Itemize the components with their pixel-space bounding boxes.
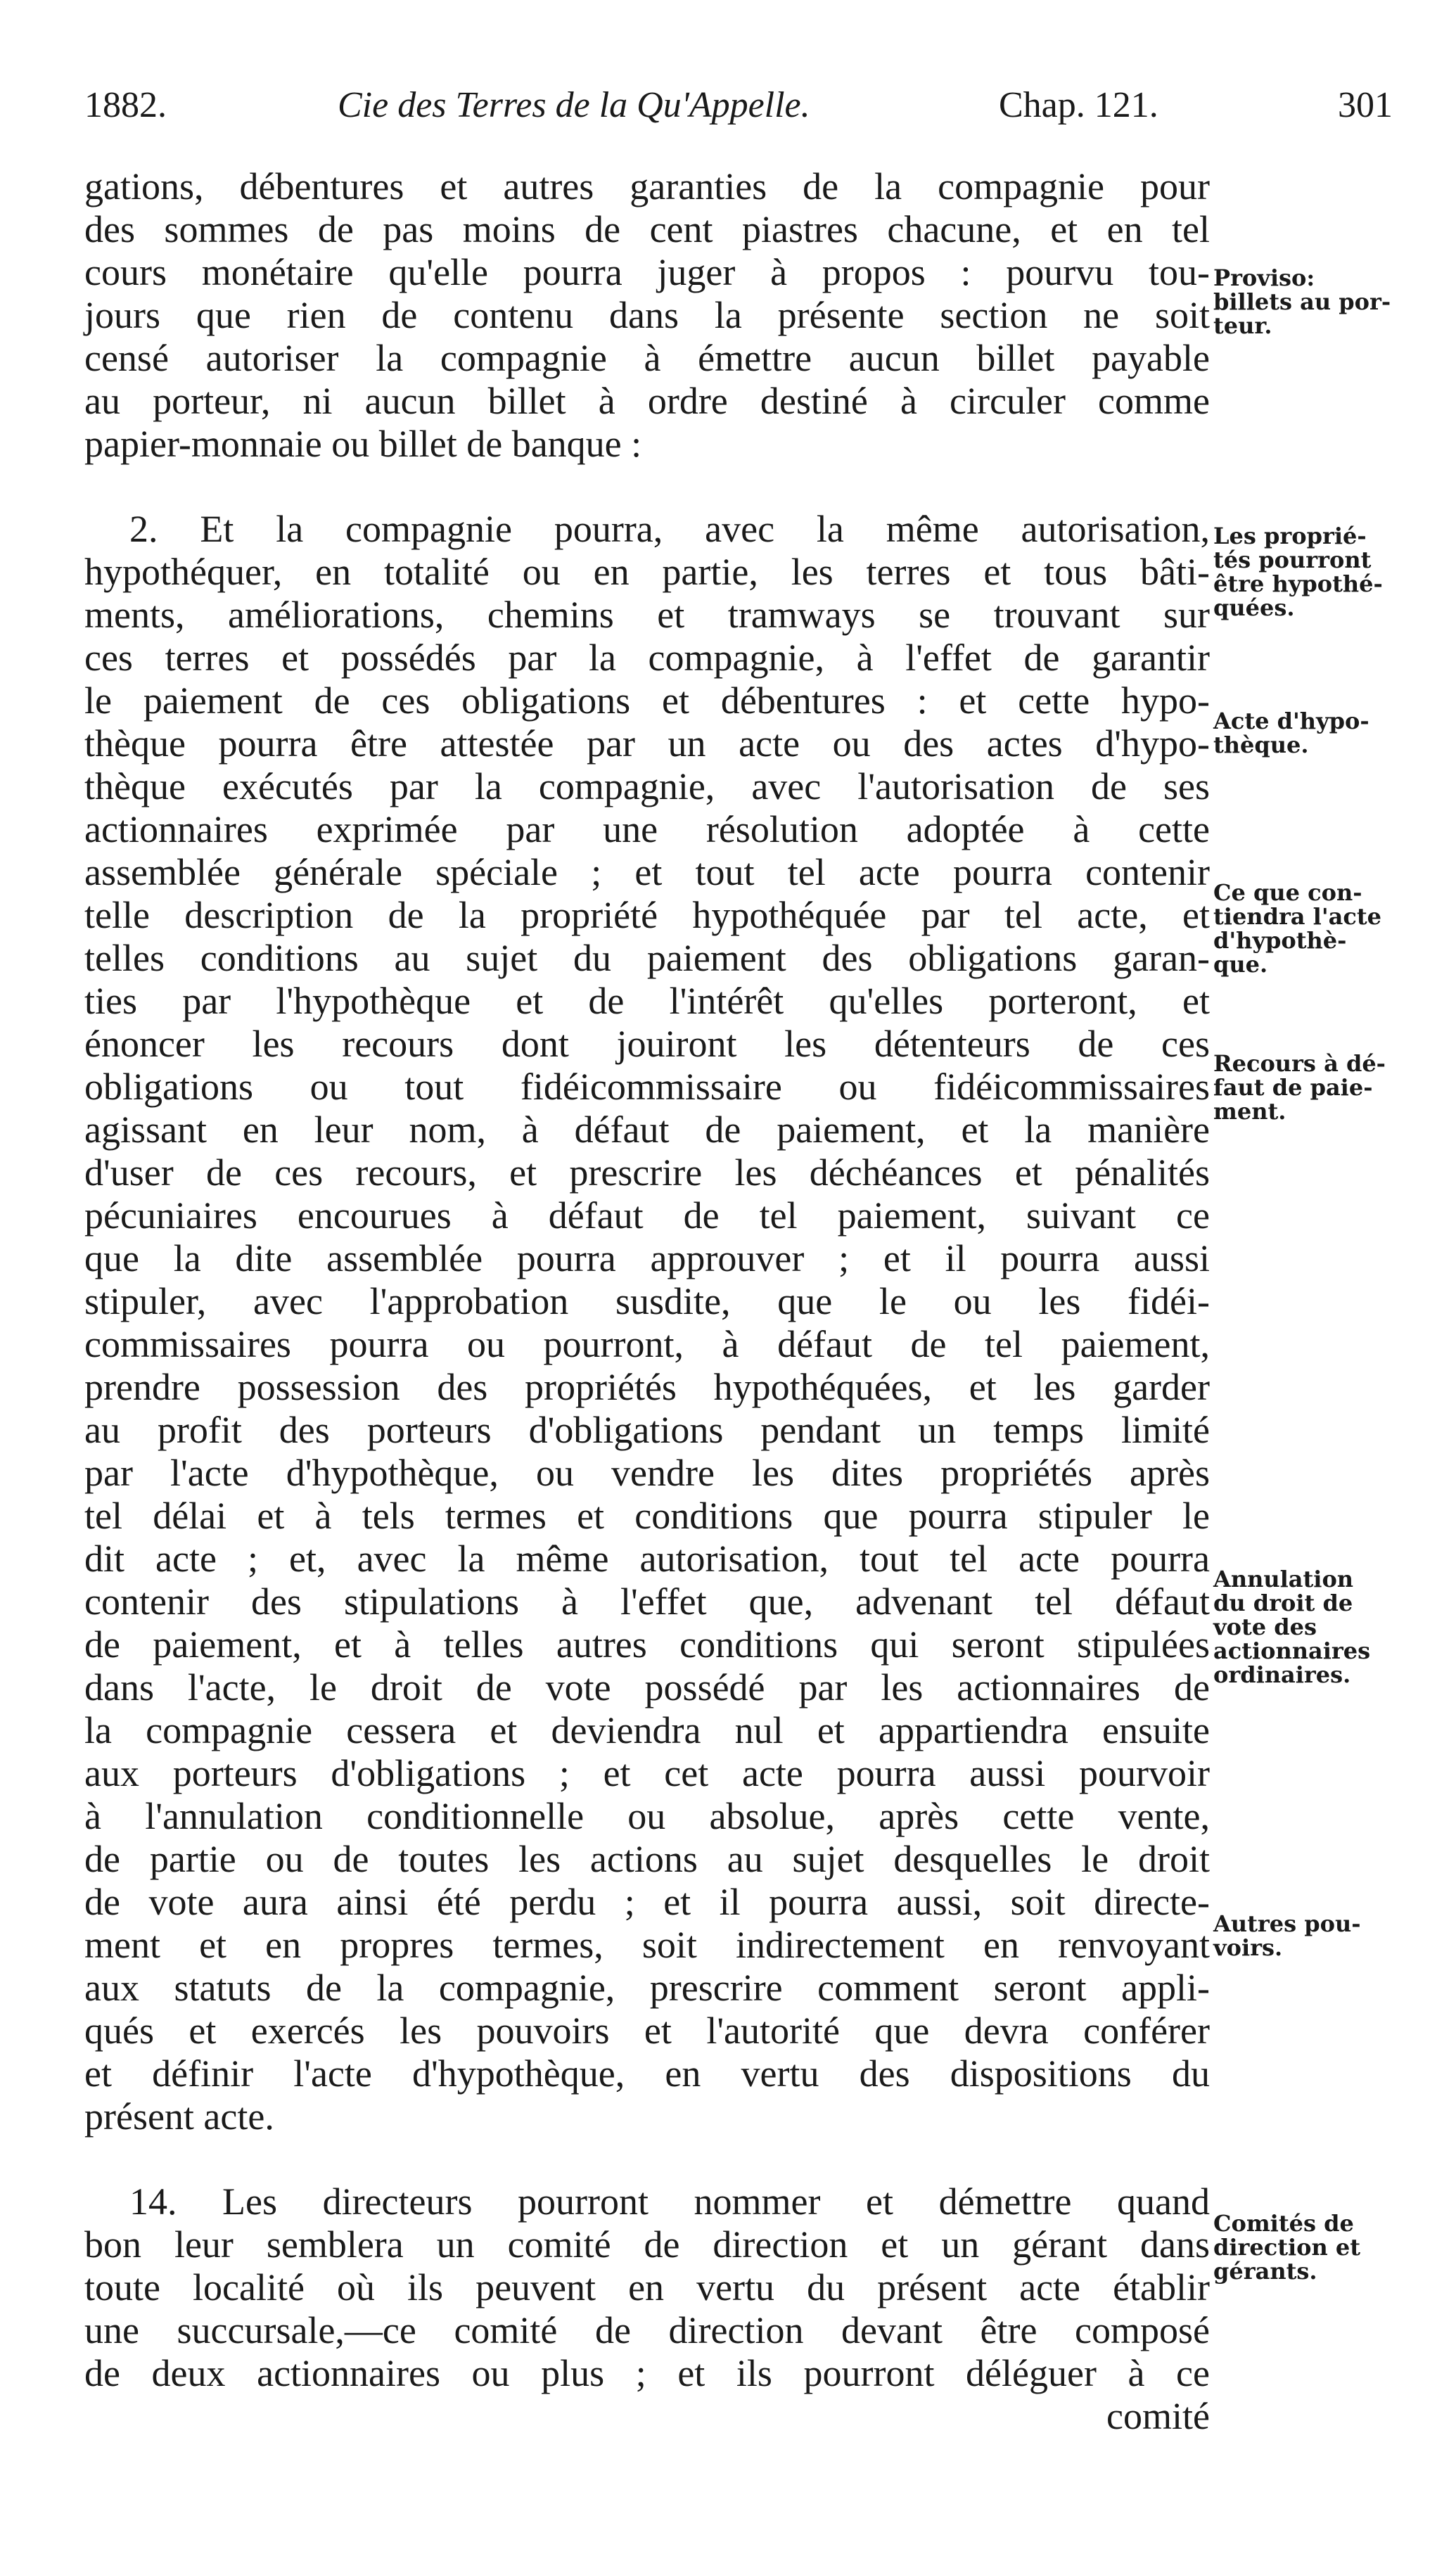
margin-note-hypotheque: Les proprié- tés pourront être hypothé- quées.: [1213, 523, 1383, 621]
text-line: jours que rien de contenu dans la présente section ne soit: [84, 294, 1210, 336]
text-line: dit acte ; et, avec la même autorisation, tout tel acte pourra: [84, 1538, 1210, 1580]
text-line: telle description de la propriété hypothéquée par tel acte, et: [84, 894, 1210, 936]
text-line: qués et exercés les pouvoirs et l'autorité que devra conférer: [84, 2010, 1210, 2052]
text-line: actionnaires exprimée par une résolution adoptée à cette: [84, 808, 1210, 850]
text-line: à l'annulation conditionnelle ou absolue, après cette vente,: [84, 1795, 1210, 1837]
text-line: tel délai et à tels termes et conditions que pourra stipuler le: [84, 1495, 1210, 1537]
text-line: prendre possession des propriétés hypothéquées, et les garder: [84, 1366, 1210, 1408]
text-line: ment et en propres termes, soit indirectement en renvoyant: [84, 1924, 1210, 1966]
header-chapter: Chap. 121.: [999, 85, 1158, 125]
text-line: de vote aura ainsi été perdu ; et il pourra aussi, soit directe-: [84, 1881, 1210, 1923]
text-line: thèque pourra être attestée par un acte ou des actes d'hypo-: [84, 722, 1210, 765]
text-line: au porteur, ni aucun billet à ordre destiné à circuler comme: [84, 380, 1210, 422]
text-line: 2. Et la compagnie pourra, avec la même autorisation,: [129, 508, 1210, 550]
text-line: la compagnie cessera et deviendra nul et appartiendra ensuite: [84, 1709, 1210, 1751]
text-line: par l'acte d'hypothèque, ou vendre les dites propriétés après: [84, 1452, 1210, 1494]
text-line: le paiement de ces obligations et débentures : et cette hypo-: [84, 679, 1210, 722]
margin-note-annulation: Annulation du droit de vote des actionnaires ordinaires.: [1213, 1566, 1371, 1688]
text-line: d'user de ces recours, et prescrire les déchéances et pénalités: [84, 1151, 1210, 1194]
margin-note-recours: Recours à dé- faut de paie- ment.: [1213, 1050, 1386, 1125]
text-line: bon leur semblera un comité de direction et un gérant dans: [84, 2223, 1210, 2266]
text-line: hypothéquer, en totalité ou en partie, les terres et tous bâti-: [84, 551, 1210, 593]
text-line: cours monétaire qu'elle pourra juger à propos : pourvu tou-: [84, 251, 1210, 293]
text-line: de partie ou de toutes les actions au sujet desquelles le droit: [84, 1838, 1210, 1880]
text-line: toute localité où ils peuvent en vertu du présent acte établir: [84, 2266, 1210, 2308]
text-line: de deux actionnaires ou plus ; et ils pourront déléguer à ce: [84, 2352, 1210, 2394]
text-line: des sommes de pas moins de cent piastres chacune, et en tel: [84, 208, 1210, 250]
text-line: une succursale,—ce comité de direction devant être composé: [84, 2309, 1210, 2351]
text-line: thèque exécutés par la compagnie, avec l'autorisation de ses: [84, 765, 1210, 807]
margin-note-proviso: Proviso: billets au por- teur.: [1213, 264, 1391, 339]
margin-note-pouvoirs: Autres pou- voirs.: [1213, 1910, 1361, 1961]
margin-note-comites: Comités de direction et gérants.: [1213, 2210, 1361, 2285]
text-line: ties par l'hypothèque et de l'intérêt qu'elles porteront, et: [84, 980, 1210, 1022]
text-line: 14. Les directeurs pourront nommer et démettre quand: [129, 2180, 1210, 2223]
text-line: et définir l'acte d'hypothèque, en vertu des dispositions du: [84, 2052, 1210, 2095]
text-line: gations, débentures et autres garanties de la compagnie pour: [84, 165, 1210, 207]
text-line: que la dite assemblée pourra approuver ; et il pourra aussi: [84, 1237, 1210, 1279]
text-line: contenir des stipulations à l'effet que, advenant tel défaut: [84, 1580, 1210, 1623]
text-line: ces terres et possédés par la compagnie, à l'effet de garantir: [84, 637, 1210, 679]
text-line: stipuler, avec l'approbation susdite, que le ou les fidéi-: [84, 1280, 1210, 1322]
text-line: ments, améliorations, chemins et tramways se trouvant sur: [84, 594, 1210, 636]
text-line: pécuniaires encourues à défaut de tel paiement, suivant ce: [84, 1194, 1210, 1237]
text-line: telles conditions au sujet du paiement des obligations garan-: [84, 937, 1210, 979]
header-year: 1882.: [84, 85, 167, 125]
text-line: présent acte.: [84, 2095, 274, 2138]
statute-text: [84, 165, 1210, 2438]
text-line: aux porteurs d'obligations ; et cet acte pourra aussi pourvoir: [84, 1752, 1210, 1794]
margin-note-contenu: Ce que con- tiendra l'acte d'hypothè- que.: [1213, 879, 1381, 978]
text-line: énoncer les recours dont jouiront les détenteurs de ces: [84, 1023, 1210, 1065]
text-line: commissaires pourra ou pourront, à défaut de tel paiement,: [84, 1323, 1210, 1365]
text-line: de paiement, et à telles autres conditions qui seront stipulées: [84, 1623, 1210, 1666]
text-line: assemblée générale spéciale ; et tout tel acte pourra contenir: [84, 851, 1210, 893]
running-header: [84, 84, 1393, 141]
text-line: obligations ou tout fidéicommissaire ou fidéicommissaires: [84, 1066, 1210, 1108]
text-line: agissant en leur nom, à défaut de paiement, et la manière: [84, 1109, 1210, 1151]
text-line: comité: [1106, 2395, 1210, 2437]
text-line: dans l'acte, le droit de vote possédé par les actionnaires de: [84, 1666, 1210, 1709]
text-line: aux statuts de la compagnie, prescrire comment seront appli-: [84, 1967, 1210, 2009]
text-line: papier-monnaie ou billet de banque :: [84, 423, 642, 465]
text-line: censé autoriser la compagnie à émettre aucun billet payable: [84, 337, 1210, 379]
header-page-number: 301: [1338, 85, 1393, 125]
margin-note-acte: Acte d'hypo- thèque.: [1213, 708, 1369, 758]
header-title: Cie des Terres de la Qu'Appelle.: [338, 85, 810, 125]
text-line: au profit des porteurs d'obligations pendant un temps limité: [84, 1409, 1210, 1451]
